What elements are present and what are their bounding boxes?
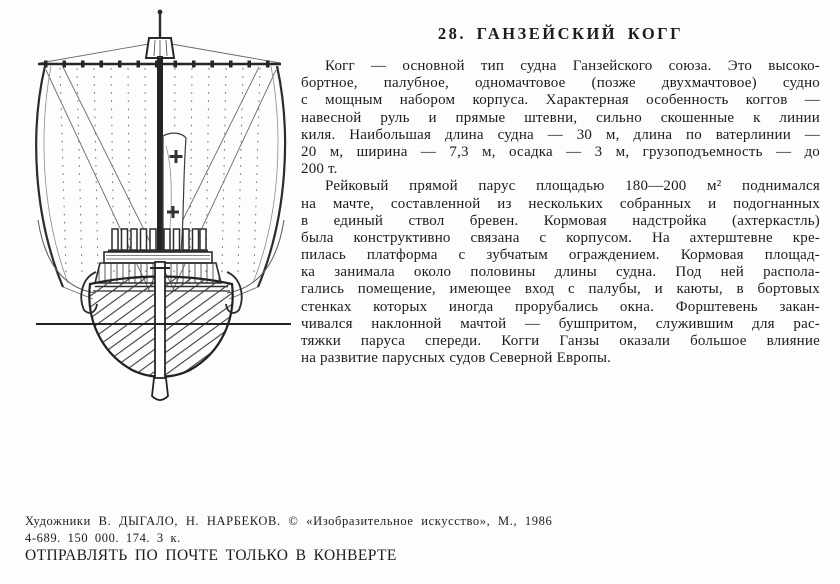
masthead-and-flagstaff (158, 10, 163, 40)
text-line: ка занимала около половины длины судна. Под ней распола- (301, 264, 820, 281)
paragraph (301, 58, 820, 178)
text-line: тяжки паруса спереди. Когги Ганзы оказали большое влияние (301, 333, 820, 349)
text-line: 200 т. (301, 161, 338, 178)
colophon (25, 514, 725, 565)
text-line: чивался наклонной мачтой — бушпритом, служившим для рас- (301, 315, 820, 332)
text-line: с мощным набором корпуса. Характерная особенность коггов — (301, 92, 820, 109)
mailing-notice: ОТПРАВЛЯТЬ ПО ПОЧТЕ ТОЛЬКО В КОНВЕРТЕ (25, 547, 397, 564)
text-line: была конструктивно связана с корпусом. На ахтерштевне кре- (301, 229, 820, 246)
text-line: в единый ствол бревен. Кормовая надстройка (ахтеркастль) (301, 212, 820, 229)
text-line: Когг — основной тип судна Ганзейского союза. Это высоко- (325, 58, 820, 74)
paragraph (301, 178, 820, 367)
text-line: на развитие парусных судов Северной Европы. (301, 350, 612, 367)
text-line: на мачте, составленной из нескольких собранных и подогнанных (301, 195, 820, 212)
artists-credit-line: Художники В. ДЫГАЛО, Н. НАРБЕКОВ. © «Изобразительное искусство», М., 1986 (25, 514, 553, 528)
article-column (301, 24, 820, 367)
text-line: Рейковый прямой парус площадью 180—200 м² поднимался (325, 178, 820, 195)
text-line: бортное, палубное, одномачтовое (позже двухмачтовое) судно (301, 75, 820, 92)
text-line: навесной руль и прямые штевни, сильно скошенные к линии (301, 109, 820, 126)
article-title: 28. ГАНЗЕЙСКИЙ КОГГ (437, 24, 684, 43)
text-line: стенках которых иногда прорубались окна. Форштевень закан- (301, 298, 820, 315)
text-line: гались помещение, имеющее вход с палубы, и каюты, в бортовых (301, 281, 820, 298)
print-code-line: 4-689. 150 000. 174. 3 к. (25, 531, 181, 545)
text-line: пилась платформа с зубчатым ограждением. Кормовая площад- (301, 247, 820, 264)
crows-nest (146, 38, 174, 58)
cog-ship-illustration (0, 0, 320, 420)
text-line: киля. Наибольшая длина судна — 30 м, длина по ватерлинии — (301, 126, 820, 143)
text-line: 20 м, ширина — 7,3 м, осадка — 3 м, грузоподъемность — до (301, 143, 820, 160)
